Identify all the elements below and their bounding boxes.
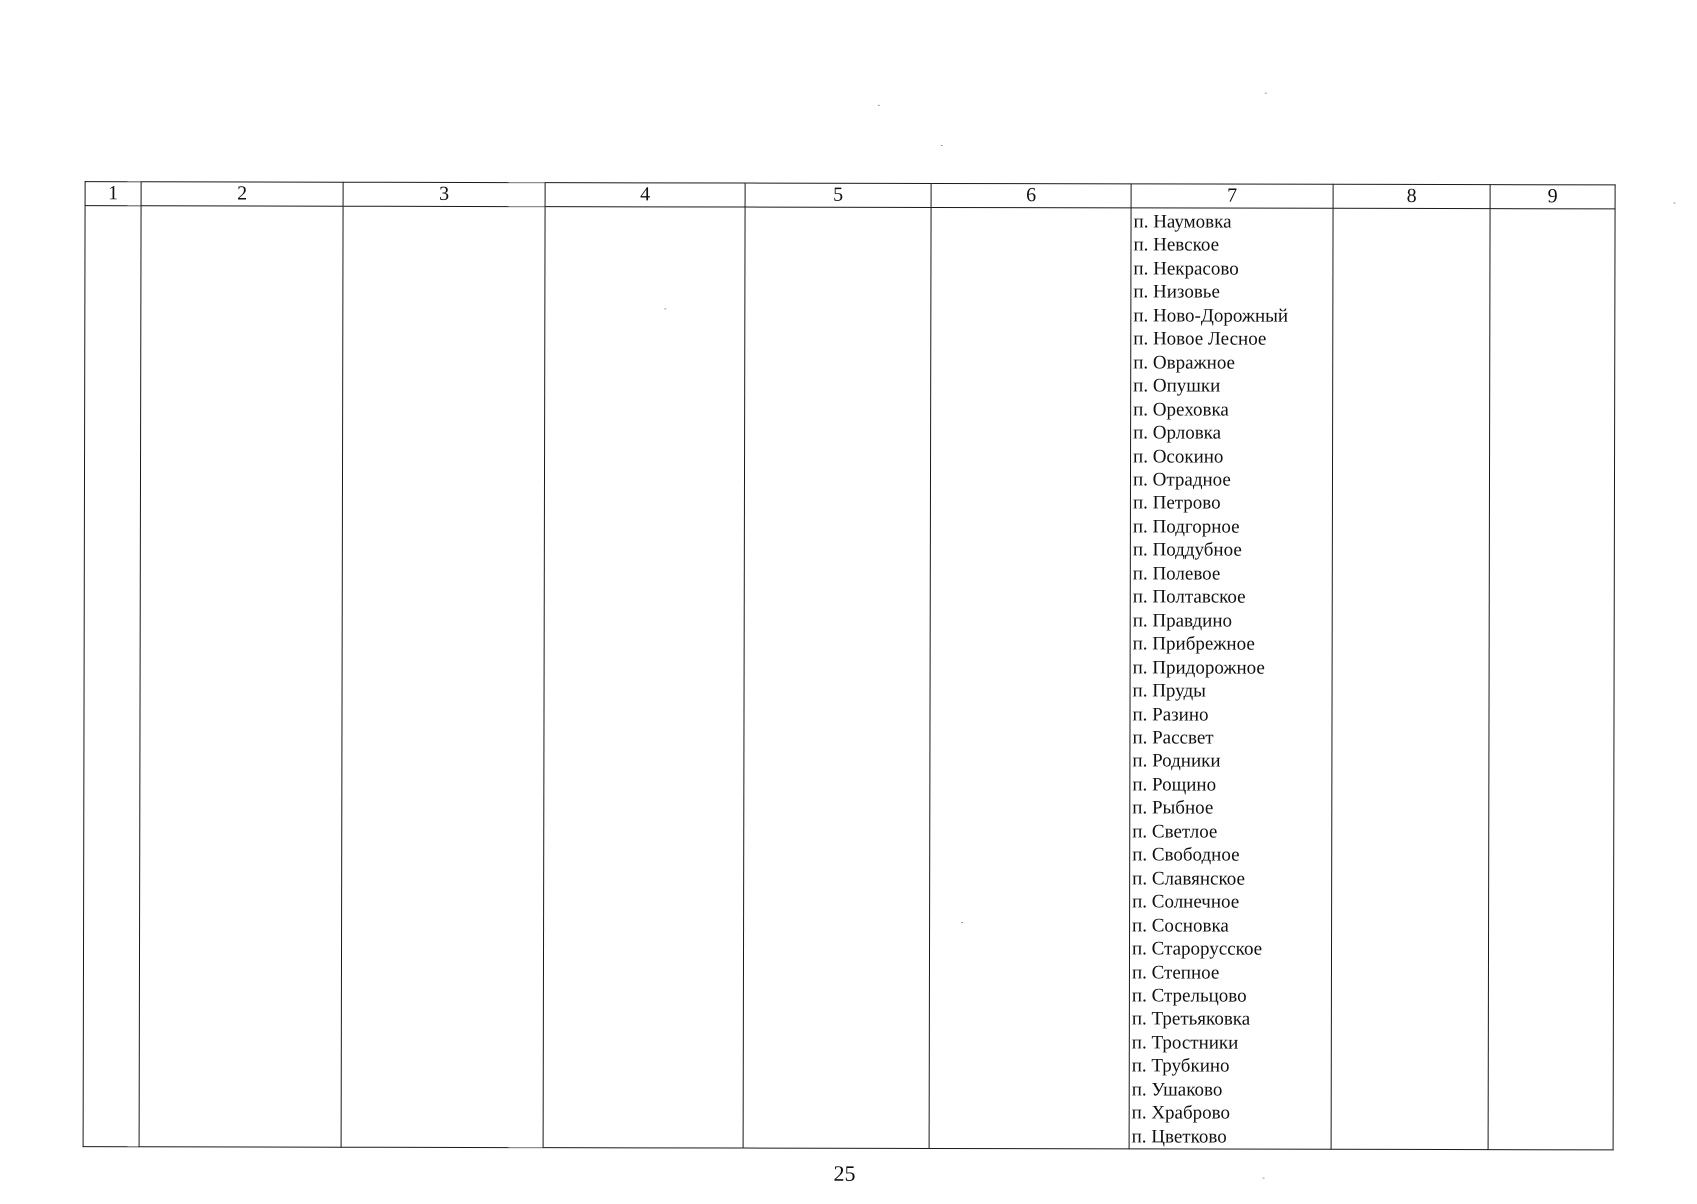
list-item: п. Осокино (1133, 445, 1224, 468)
list-item: п. Наумовка (1133, 211, 1232, 233)
scan-speck (941, 145, 943, 146)
list-item: п. Подгорное (1132, 516, 1240, 538)
column-header-1: 1 (85, 182, 141, 206)
scan-speck (1265, 93, 1267, 94)
list-item: п. Придорожное (1132, 656, 1265, 679)
list-item: п. Рассвет (1132, 727, 1214, 749)
cell-col-5 (743, 207, 931, 1149)
list-item: п. Родники (1132, 750, 1221, 772)
list-item: п. Овражное (1133, 352, 1236, 374)
column-header-2: 2 (141, 182, 343, 206)
list-item: п. Полтавское (1132, 586, 1246, 608)
list-item: п. Свободное (1132, 844, 1240, 866)
column-header-9: 9 (1490, 185, 1615, 209)
table-row (83, 206, 1615, 1150)
list-item: п. Цветково (1131, 1126, 1227, 1148)
list-item: п. Славянское (1132, 868, 1245, 890)
list-item: п. Пруды (1132, 680, 1206, 702)
page-number: 25 (833, 1160, 856, 1186)
list-item: п. Отрадное (1132, 469, 1231, 491)
column-header-6: 6 (931, 183, 1131, 207)
list-item: п. Рыбное (1132, 797, 1214, 819)
list-item: п. Опушки (1133, 375, 1221, 397)
list-item: п. Степное (1131, 961, 1220, 984)
list-item: п. Полевое (1132, 563, 1221, 585)
list-item: п. Правдино (1132, 610, 1233, 632)
column-header-4: 4 (545, 183, 745, 207)
list-item: п. Ново-Дорожный (1133, 305, 1289, 327)
cell-col-8 (1331, 208, 1490, 1149)
list-item: п. Сосновка (1132, 914, 1229, 937)
scan-speck (878, 105, 880, 106)
list-item: п. Низовье (1133, 281, 1220, 303)
column-header-7: 7 (1131, 184, 1333, 208)
cell-col-7-settlements (1129, 208, 1333, 1150)
list-item: п. Светлое (1132, 821, 1218, 843)
cell-col-4 (543, 207, 745, 1149)
cell-col-9 (1488, 209, 1615, 1150)
list-item: п. Стрельцово (1131, 985, 1247, 1007)
list-item: п. Трубкино (1131, 1055, 1230, 1077)
cell-col-2 (139, 206, 343, 1148)
list-item: п. Рощино (1132, 774, 1217, 796)
column-header-8: 8 (1333, 184, 1490, 208)
scan-speck (1263, 1178, 1265, 1179)
list-item: п. Новое Лесное (1133, 328, 1267, 350)
list-item: п. Солнечное (1132, 891, 1240, 913)
list-item: п. Некрасово (1133, 258, 1239, 280)
list-item: п. Ореховка (1133, 398, 1229, 421)
cell-col-3 (341, 206, 545, 1148)
column-header-5: 5 (745, 183, 931, 207)
list-item: п. Разино (1132, 703, 1209, 726)
cell-col-1 (83, 206, 141, 1147)
cell-col-6 (929, 207, 1131, 1149)
list-item: п. Тростники (1131, 1032, 1239, 1054)
scan-speck (664, 308, 666, 309)
list-item: п. Ушаково (1131, 1079, 1223, 1101)
list-item: п. Третьяковка (1131, 1008, 1251, 1031)
data-table (83, 181, 1616, 1150)
list-item: п. Орловка (1133, 422, 1222, 444)
list-item: п. Прибрежное (1132, 633, 1255, 655)
list-item: п. Храброво (1131, 1102, 1231, 1124)
list-item: п. Поддубное (1132, 539, 1242, 561)
header-row (85, 182, 1615, 209)
list-item: п. Старорусское (1131, 938, 1263, 960)
settlement-list (1130, 210, 1333, 1149)
list-item: п. Петрово (1132, 492, 1221, 514)
scan-speck (1674, 203, 1676, 204)
column-header-3: 3 (343, 182, 545, 206)
list-item: п. Невское (1133, 234, 1220, 257)
scan-speck (961, 922, 963, 923)
